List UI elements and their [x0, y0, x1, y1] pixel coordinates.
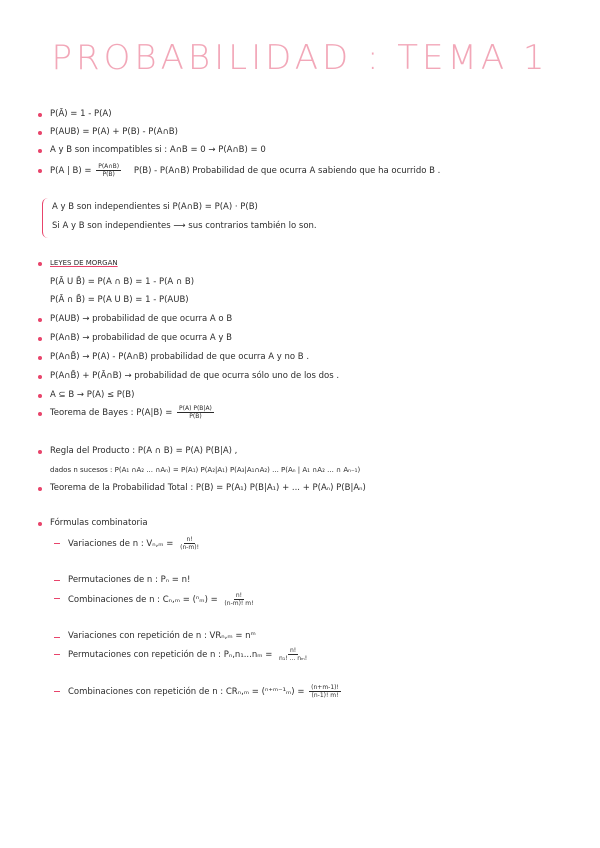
- conditional-numerator: P(A∩B): [98, 163, 120, 170]
- perm-rep-label: Permutaciones con repetición de n : Pₙ,n₁...nₘ =: [68, 650, 273, 660]
- total-probability: Teorema de la Probabilidad Total : P(B) = P(A₁) P(B|A₁) + ... + P(Aₙ) P(B|Aₙ): [50, 483, 366, 493]
- dash-icon: [54, 691, 60, 692]
- bayes-numerator: P(A) P(B|A): [179, 405, 212, 412]
- morgan-item-5: A ⊆ B → P(A) ≤ P(B): [50, 390, 135, 400]
- perm-rep-numerator: n!: [289, 647, 297, 654]
- combinations-repetition: [68, 684, 343, 699]
- combinations-fraction: [222, 592, 255, 607]
- bullet-icon: [38, 487, 42, 491]
- morgan-law-2: P(Ā ∩ B̄) = P(A U B) = 1 - P(AUB): [50, 295, 189, 305]
- bullet-icon: [38, 318, 42, 322]
- variations-denominator: (n-m)!: [180, 544, 200, 551]
- conditional-lhs: P(A | B) =: [50, 166, 92, 176]
- independence-line-2: Si A y B son independientes ⟶ sus contrarios también lo son.: [52, 221, 317, 231]
- perm-rep-denominator: n₁! ... nₘ!: [279, 655, 308, 662]
- dash-icon: [54, 580, 60, 581]
- brace-icon: [42, 198, 51, 238]
- permutations: Permutaciones de n : Pₙ = n!: [68, 575, 191, 585]
- variations-numerator: n!: [186, 536, 193, 543]
- bullet-icon: [38, 337, 42, 341]
- combinatorics-title: Fórmulas combinatoria: [50, 518, 148, 528]
- conditional-denominator: P(B): [102, 171, 115, 178]
- bayes-fraction: [177, 405, 214, 420]
- bayes-theorem: [50, 405, 216, 420]
- dash-icon: [54, 654, 60, 655]
- formula-conditional: [50, 163, 440, 178]
- bullet-icon: [38, 412, 42, 416]
- combinations: [68, 592, 257, 607]
- comb-rep-fraction: [309, 684, 341, 699]
- morgan-title: LEYES DE MORGAN: [50, 259, 118, 267]
- perm-rep-fraction: [277, 647, 309, 662]
- bullet-icon: [38, 262, 42, 266]
- product-rule-n: dados n sucesos : P(A₁ ∩A₂ ... ∩Aₙ) = P(A₁) P(A₂|A₁) P(A₃|A₁∩A₂) ... P(Aₙ | A₁ ∩A₂ ... ∩ Aₙ₋₁): [50, 466, 361, 474]
- bullet-icon: [38, 375, 42, 379]
- comb-rep-denominator: (n-1)! m!: [311, 692, 339, 699]
- morgan-item-4: P(A∩B̄) + P(Ā∩B) → probabilidad de que ocurra sólo uno de los dos .: [50, 371, 340, 381]
- permutations-repetition: [68, 647, 311, 662]
- bullet-icon: [38, 131, 42, 135]
- bullet-icon: [38, 113, 42, 117]
- bullet-icon: [38, 149, 42, 153]
- formula-incompatible: A y B son incompatibles si : A∩B = 0 → P(A∩B) = 0: [50, 145, 266, 155]
- bayes-label: Teorema de Bayes : P(A|B) =: [50, 408, 173, 418]
- bullet-icon: [38, 450, 42, 454]
- morgan-item-1: P(AUB) → probabilidad de que ocurra A o B: [50, 314, 233, 324]
- bullet-icon: [38, 394, 42, 398]
- dash-icon: [54, 637, 60, 638]
- variations: [68, 536, 203, 551]
- variations-repetition: Variaciones con repetición de n : VRₙ,ₘ = nᵐ: [68, 631, 256, 641]
- bayes-denominator: P(B): [189, 413, 202, 420]
- product-rule: Regla del Producto : P(A ∩ B) = P(A) P(B|A) ,: [50, 446, 238, 456]
- dash-icon: [54, 543, 60, 544]
- conditional-fraction: [96, 163, 121, 178]
- comb-rep-label: Combinaciones con repetición de n : CRₙ,ₘ = (ⁿ⁺ᵐ⁻¹ₘ) =: [68, 687, 305, 697]
- independence-line-1: A y B son independientes si P(A∩B) = P(A) · P(B): [52, 202, 258, 212]
- morgan-item-3: P(A∩B̄) → P(A) - P(A∩B) probabilidad de que ocurra A y no B .: [50, 352, 310, 362]
- morgan-law-1: P(Ā U B̄) = P(A ∩ B) = 1 - P(A ∩ B): [50, 277, 195, 287]
- bullet-icon: [38, 356, 42, 360]
- formula-union: P(AUB) = P(A) + P(B) - P(A∩B): [50, 127, 178, 137]
- variations-label: Variaciones de n : Vₙ,ₘ =: [68, 539, 174, 549]
- conditional-rest: P(B) - P(A∩B) Probabilidad de que ocurra A sabiendo que ha ocurrido B .: [133, 166, 441, 176]
- combinations-denominator: (n-m)! m!: [224, 600, 254, 607]
- formula-complement: P(Ā) = 1 - P(A): [50, 109, 112, 119]
- dash-icon: [54, 598, 60, 599]
- morgan-item-2: P(A∩B) → probabilidad de que ocurra A y B: [50, 333, 232, 343]
- bullet-icon: [38, 522, 42, 526]
- bullet-icon: [38, 169, 42, 173]
- page-title: PROBABILIDAD : TEMA 1: [51, 38, 549, 78]
- combinations-numerator: n!: [235, 592, 243, 599]
- combinations-label: Combinaciones de n : Cₙ,ₘ = (ⁿₘ) =: [68, 595, 218, 605]
- comb-rep-numerator: (n+m-1)!: [311, 684, 339, 691]
- variations-fraction: [178, 536, 201, 551]
